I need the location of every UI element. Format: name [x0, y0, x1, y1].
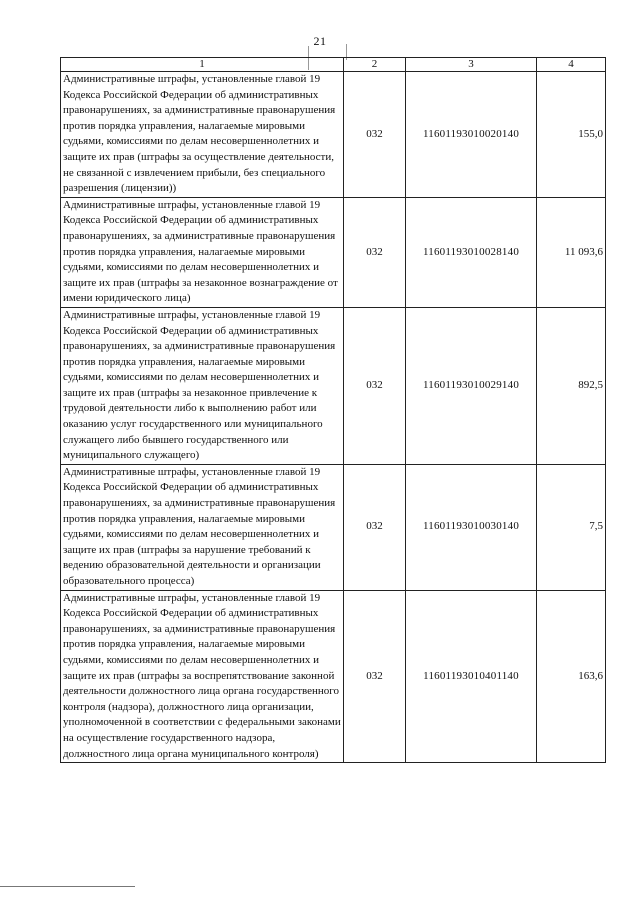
row-description: Административные штрафы, установленные главой 19 Кодекса Российской Федерации об административных правонарушениях, за административные правонарушения против порядка управления, налагаемые мировыми судьями, комиссиями по делам несовершеннолетних и защите их прав (штрафы за нарушение требований к ведению образовательной деятельности и организации образовательного процесса): [61, 464, 344, 590]
row-admin-code: 032: [344, 197, 406, 307]
revenue-table: [60, 57, 606, 763]
row-amount: 7,5: [537, 464, 606, 590]
row-admin-code: 032: [344, 72, 406, 198]
header-row: [61, 58, 606, 72]
column-header-3: 3: [406, 58, 537, 72]
row-kbk-code: 11601193010020140: [406, 72, 537, 198]
page-number: 21: [313, 34, 327, 48]
row-kbk-code: 11601193010401140: [406, 590, 537, 763]
row-amount: 163,6: [537, 590, 606, 763]
table-row: [61, 590, 606, 763]
column-header-4: 4: [537, 58, 606, 72]
row-description: Административные штрафы, установленные главой 19 Кодекса Российской Федерации об административных правонарушениях, за административные правонарушения против порядка управления, налагаемые мировыми судьями, комиссиями по делам несовершеннолетних и защите их прав (штрафы за незаконное вознаграждение от имени юридического лица): [61, 197, 344, 307]
column-header-1: 1: [61, 58, 344, 72]
row-description: Административные штрафы, установленные главой 19 Кодекса Российской Федерации об административных правонарушениях, за административные правонарушения против порядка управления, налагаемые мировыми судьями, комиссиями по делам несовершеннолетних и защите их прав (штрафы за незаконное привлечение к трудовой деятельности либо к выполнению работ или оказанию услуг государственного или муниципального служащего либо бывшего государственного или муниципального служащего): [61, 307, 344, 464]
row-admin-code: 032: [344, 464, 406, 590]
table-row: [61, 197, 606, 307]
table-row: [61, 72, 606, 198]
table-row: [61, 464, 606, 590]
scan-artifact-bottom-line: [0, 886, 135, 887]
row-admin-code: 032: [344, 590, 406, 763]
row-description: Административные штрафы, установленные главой 19 Кодекса Российской Федерации об административных правонарушениях, за административные правонарушения против порядка управления, налагаемые мировыми судьями, комиссиями по делам несовершеннолетних и защите их прав (штрафы за осуществление деятельности, не связанной с извлечением прибыли, без специального разрешения (лицензии)): [61, 72, 344, 198]
row-amount: 892,5: [537, 307, 606, 464]
row-kbk-code: 11601193010030140: [406, 464, 537, 590]
table-row: [61, 307, 606, 464]
row-kbk-code: 11601193010028140: [406, 197, 537, 307]
row-amount: 155,0: [537, 72, 606, 198]
column-header-2: 2: [344, 58, 406, 72]
row-description: Административные штрафы, установленные главой 19 Кодекса Российской Федерации об административных правонарушениях, за административные правонарушения против порядка управления, налагаемые мировыми судьями, комиссиями по делам несовершеннолетних и защите их прав (штрафы за воспрепятствование законной деятельности должностного лица органа государственного контроля (надзора), должностного лица организации, уполномоченной в соответствии с федеральными законами на осуществление государственного надзора, должностного лица органа муниципального контроля): [61, 590, 344, 763]
row-admin-code: 032: [344, 307, 406, 464]
row-kbk-code: 11601193010029140: [406, 307, 537, 464]
row-amount: 11 093,6: [537, 197, 606, 307]
